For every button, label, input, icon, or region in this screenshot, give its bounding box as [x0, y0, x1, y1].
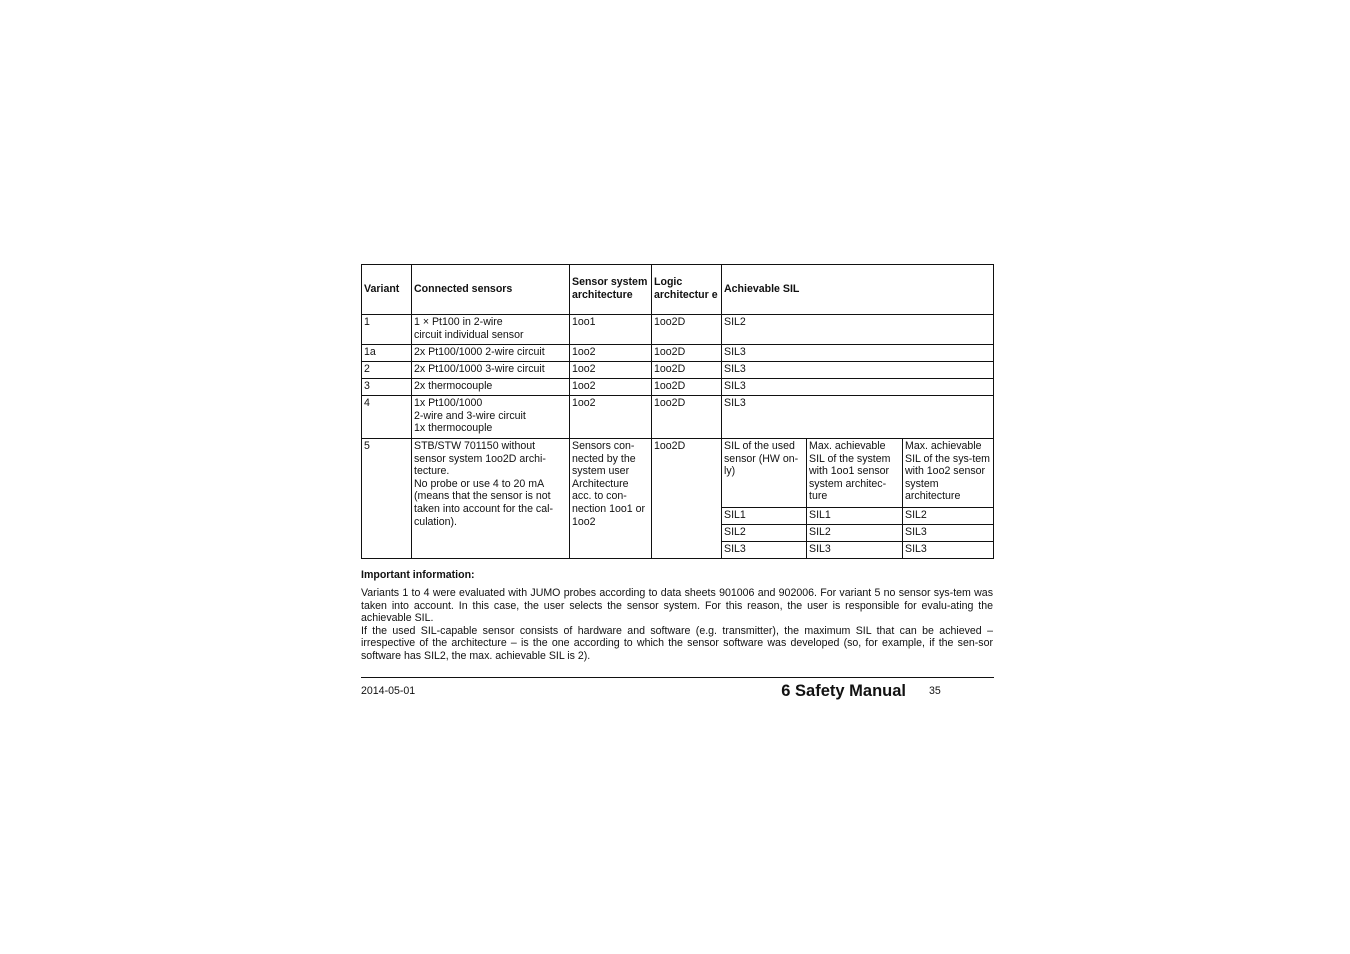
cell-sensor-arch: 1oo2	[570, 362, 652, 379]
cell-sil-sensor: SIL2	[722, 525, 807, 542]
cell-sensor-arch: 1oo1	[570, 315, 652, 345]
cell-sensors: 2x Pt100/1000 3-wire circuit	[412, 362, 570, 379]
cell-sil-1oo1: SIL1	[807, 508, 903, 525]
cell-logic-arch: 1oo2D	[652, 439, 722, 559]
sil-table	[361, 264, 994, 559]
footer-chapter-title: 6 Safety Manual	[781, 682, 906, 700]
header-connected-sensors: Connected sensors	[412, 265, 570, 315]
cell-sensors	[412, 396, 570, 439]
cell-logic-arch: 1oo2D	[652, 345, 722, 362]
cell-sensors: 1 × Pt100 in 2-wire circuit individual sensor	[412, 315, 570, 345]
table-row	[362, 315, 994, 345]
cell-sil-sensor: SIL1	[722, 508, 807, 525]
cell-logic-arch: 1oo2D	[652, 315, 722, 345]
cell-sil-1oo2: SIL2	[903, 508, 994, 525]
cell-variant: 2	[362, 362, 412, 379]
info-heading: Important information:	[361, 569, 475, 581]
cell-sil: SIL3	[722, 362, 994, 379]
sensor-arch-paragraph: Sensors con-nected by the system user	[572, 440, 636, 478]
cell-sil: SIL3	[722, 396, 994, 439]
header-sensor-architecture: Sensor system architecture	[570, 265, 652, 315]
sensor-arch-paragraph: Architecture acc. to con-nection 1oo1 or 1oo2	[572, 477, 646, 528]
cell-variant: 4	[362, 396, 412, 439]
table-header-row	[362, 265, 994, 315]
cell-sil-1oo1: SIL2	[807, 525, 903, 542]
cell-sil: SIL3	[722, 345, 994, 362]
footer-date: 2014-05-01	[361, 685, 416, 697]
cell-sensors: 2x Pt100/1000 2-wire circuit	[412, 345, 570, 362]
sensors-paragraph: STB/STW 701150 without sensor system 1oo2D archi-tecture.	[414, 440, 546, 478]
info-paragraph: Variants 1 to 4 were evaluated with JUMO probes according to data sheets 901006 and 902006. For variant 5 no sensor sys-tem was taken into account. In this case, the user selects the sensor system. For this reason, the user is responsible for evalu-ating the achievable SIL.	[361, 587, 993, 625]
footer-rule	[361, 677, 994, 678]
sensor-line: 1x Pt100/1000	[414, 397, 483, 409]
header-logic-architecture: Logic architectur e	[652, 265, 722, 315]
cell-sil-1oo2: SIL3	[903, 542, 994, 559]
table-row	[362, 379, 994, 396]
subheader-sil-1oo2: Max. achievable SIL of the sys-tem with 1oo2 sensor system architecture	[903, 439, 994, 508]
table-row	[362, 362, 994, 379]
cell-sil: SIL3	[722, 379, 994, 396]
table-row	[362, 345, 994, 362]
cell-variant: 5	[362, 439, 412, 559]
cell-sil-1oo1: SIL3	[807, 542, 903, 559]
cell-logic-arch: 1oo2D	[652, 362, 722, 379]
info-text	[361, 587, 993, 663]
cell-variant: 3	[362, 379, 412, 396]
table-row	[362, 396, 994, 439]
cell-sensor-arch: 1oo2	[570, 379, 652, 396]
cell-sil: SIL2	[722, 315, 994, 345]
cell-logic-arch: 1oo2D	[652, 396, 722, 439]
cell-sensor-arch	[570, 439, 652, 559]
cell-sensors	[412, 439, 570, 559]
header-achievable-sil: Achievable SIL	[722, 265, 994, 315]
subheader-sil-1oo1: Max. achievable SIL of the system with 1oo1 sensor system architec-ture	[807, 439, 903, 508]
info-paragraph: If the used SIL-capable sensor consists of hardware and software (e.g. transmitter), the maximum SIL that can be achieved – irrespective of the architecture – is the one according to which the sensor software was developed (so, for example, if the sen-sor software has SIL2, the max. achievable SIL is 2).	[361, 624, 993, 662]
page-number: 35	[929, 685, 941, 697]
cell-sensors: 2x thermocouple	[412, 379, 570, 396]
cell-sil-sensor: SIL3	[722, 542, 807, 559]
table-row	[362, 439, 994, 508]
cell-variant: 1a	[362, 345, 412, 362]
sensors-paragraph: No probe or use 4 to 20 mA (means that the sensor is not taken into account for the cal-culation).	[414, 477, 553, 528]
sensor-line: 1x thermocouple	[414, 422, 493, 435]
header-variant: Variant	[362, 265, 412, 315]
cell-logic-arch: 1oo2D	[652, 379, 722, 396]
cell-sil-1oo2: SIL3	[903, 525, 994, 542]
cell-variant: 1	[362, 315, 412, 345]
sensor-line: 2-wire and 3-wire circuit	[414, 409, 526, 422]
cell-sensor-arch: 1oo2	[570, 396, 652, 439]
cell-sensor-arch: 1oo2	[570, 345, 652, 362]
subheader-sil-used-sensor: SIL of the used sensor (HW on-ly)	[722, 439, 807, 508]
